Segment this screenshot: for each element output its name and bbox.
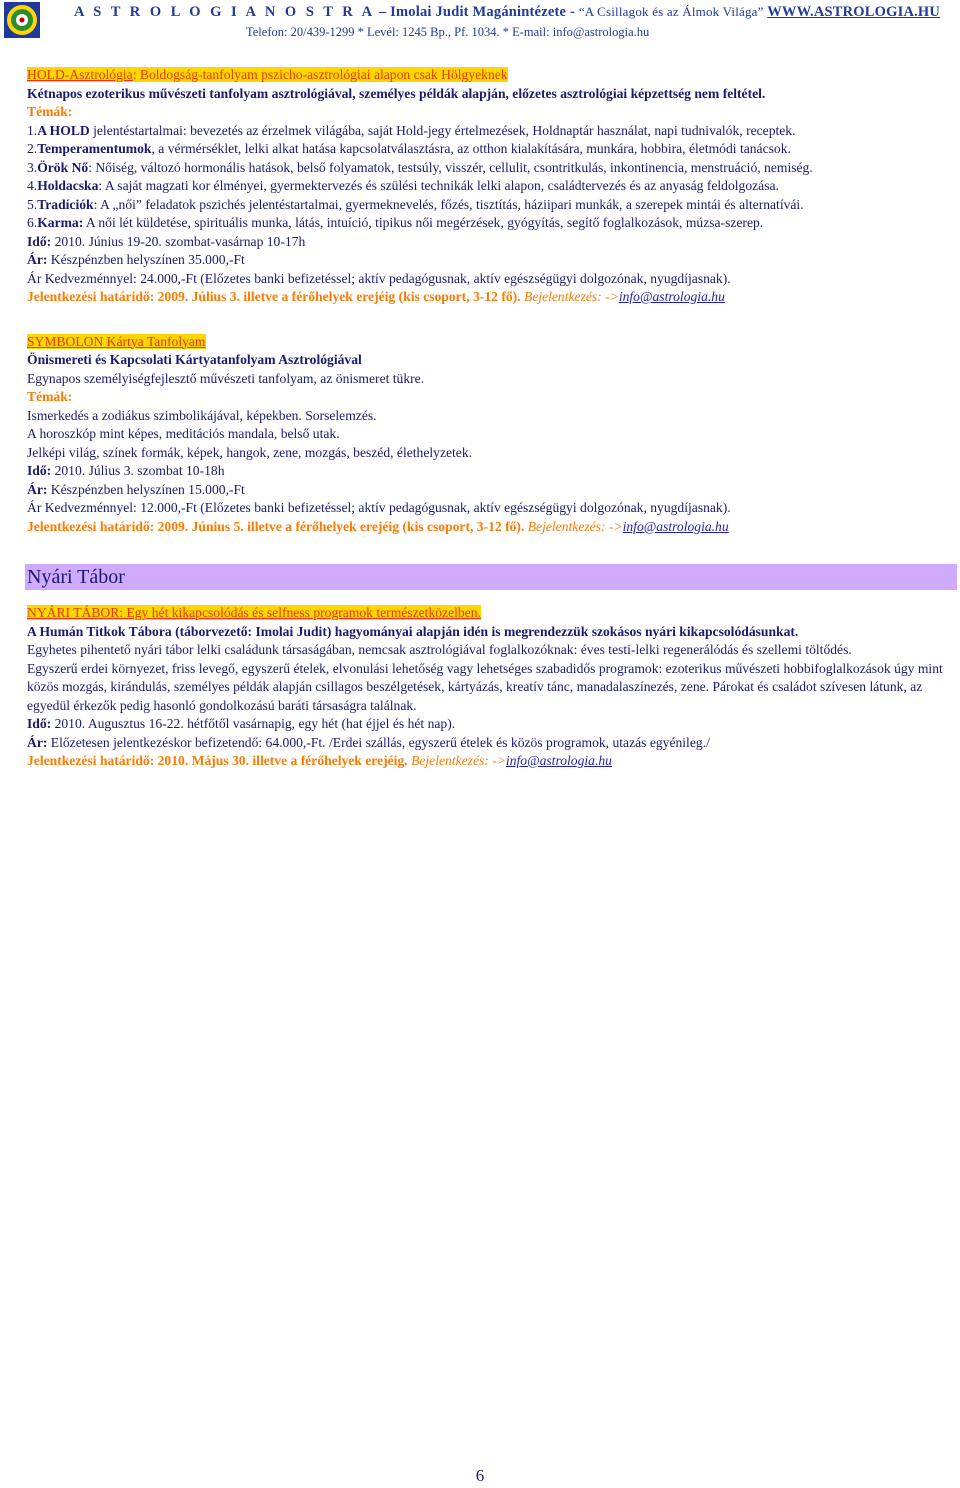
list-item: 2.Temperamentumok, a vérmérséklet, lelki alkat hatása kapcsolatválasztásra, az otthon kialakítására, munkára, hobbira, életmódi tanácsok. xyxy=(27,141,791,156)
hold-email-link[interactable]: info@astrologia.hu xyxy=(618,289,725,304)
list-item: Jelképi világ, színek formák, képek, hangok, zene, mozgás, beszéd, élethelyzetek. xyxy=(27,444,473,460)
hold-price: Ár: Készpénzben helyszínen 35.000,-Ft xyxy=(27,252,245,267)
owner-name: Imolai Judit Magánintézete - xyxy=(390,4,575,20)
list-item: Ismerkedés a zodiákus szimbolikájával, képekben. Sorselemzés. xyxy=(27,407,377,423)
page-number: 6 xyxy=(475,1466,485,1485)
page-header xyxy=(0,0,960,42)
hold-title: HOLD-Asztrológia: Boldogság-tanfolyam pszicho-asztrológiai alapon csak Hölgyeknek xyxy=(27,67,508,82)
hold-topics-label: Témák: xyxy=(27,104,73,119)
astrology-wheel-logo xyxy=(4,2,40,38)
list-item: 3.Örök Nő: Nőiség, változó hormonális hatások, belső folyamatok, testsúly, visszér, cellulit, csontritkulás, inkontinencia, menstruáció, nemiség. xyxy=(27,159,813,175)
symbolon-deadline: Jelentkezési határidő: 2009. Június 5. illetve a férőhelyek erejéig (kis csoport, 3-12 fő). xyxy=(27,518,525,534)
hold-topics-list xyxy=(27,122,952,233)
symbolon-topics-label: Témák: xyxy=(27,389,73,404)
symbolon-deadline-row: Jelentkezési határidő: 2009. Június 5. illetve a férőhelyek erejéig (kis csoport, 3-12 fő). Bejelentkezés: ->info@astrologia.hu xyxy=(27,518,729,534)
nyari-title: NYÁRI TÁBOR: Egy hét kikapcsolódás és selfness programok természetközelben. xyxy=(27,605,481,620)
hold-deadline-row: Jelentkezési határidő: 2009. Július 3. illetve a férőhelyek erejéig (kis csoport, 3-12 fő). Bejelentkezés: ->info@astrologia.hu xyxy=(27,289,725,304)
symbolon-desc: Egynapos személyiségfejlesztő művészeti tanfolyam, az önismeret tükre. xyxy=(27,370,425,386)
nyari-deadline-row: Jelentkezési határidő: 2010. Május 30. illetve a férőhelyek erejéig. Bejelentkezés: ->info@astrologia.hu xyxy=(27,753,612,768)
nyari-subtitle: A Humán Titkok Tábora (táborvezető: Imolai Judit) hagyományai alapján idén is megrendezzük szokásos nyári kikapcsolódásunkat. xyxy=(27,623,799,639)
list-item: 6.Karma: A női lét küldetése, spirituális munka, látás, intuíció, tipikus női megérzések, gyógyítás, segítő foglalkozások, múzsa-szerep. xyxy=(27,215,764,230)
nyari-email-link[interactable]: info@astrologia.hu xyxy=(505,753,612,768)
hold-discount: Ár Kedvezménnyel: 24.000,-Ft (Előzetes banki befizetéssel; aktív pedagógusnak, aktív egészségügyi dolgozónak, nyugdíjasnak). xyxy=(27,270,731,286)
nyari-para2: Egyszerű erdei környezet, friss levegő, egyszerű ételek, elvonulási lehetőség vagy lehetséges szabadidős programok: ezoterikus művészeti hobbifoglalkozások úgy mint közös mozgás, kirándulás, személyes példák alapján csillagos beszélgetések, kártyázás, kreatív tánc, manadalaszínezés, zene. Párokat és családot szívesen látunk, az egyedül érkezők pedig hasonló gondolkozású baráti társaságra találnak. xyxy=(27,660,943,713)
main-content xyxy=(27,66,952,771)
symbolon-time: Idő: 2010. Július 3. szombat 10-18h xyxy=(27,463,225,478)
section-heading-nyari-tabor: Nyári Tábor xyxy=(25,564,957,590)
hold-deadline: Jelentkezési határidő: 2009. Július 3. illetve a férőhelyek erejéig (kis csoport, 3-12 fő). xyxy=(27,289,521,304)
list-item: A horoszkóp mint képes, meditációs mandala, belső utak. xyxy=(27,426,340,441)
website-link[interactable]: WWW.ASTROLOGIA.HU xyxy=(767,4,941,20)
nyari-price: Ár: Előzetesen jelentkezéskor befizetendő: 64.000,-Ft. /Erdei szállás, egyszerű ételek és közös programok, utazás egyénileg./ xyxy=(27,734,710,750)
symbolon-title: SYMBOLON Kártya Tanfolyam xyxy=(27,333,206,349)
symbolon-price: Ár: Készpénzben helyszínen 15.000,-Ft xyxy=(27,481,245,497)
hold-time: Idő: 2010. Június 19-20. szombat-vasárnap 10-17h xyxy=(27,233,306,249)
brand-name: A S T R O L O G I A N O S T R A xyxy=(74,4,376,20)
list-item: 5.Tradíciók: A „női” feladatok pszichés jelentéstartalmai, gyermeknevelés, főzés, tisztítás, háziipari munkák, a szerepek mintái és alternatívái. xyxy=(27,196,804,212)
header-contact: Telefon: 20/439-1299 * Levél: 1245 Bp., Pf. 1034. * E-mail: info@astrologia.hu xyxy=(246,25,650,39)
nyari-time: Idő: 2010. Augusztus 16-22. hétfőtől vasárnapig, egy hét (hat éjjel és hét nap). xyxy=(27,716,456,731)
header-title: A S T R O L O G I A N O S T R A – Imolai Judit Magánintézete - “A Csillagok és az Álmok Világa” WWW.ASTROLOGIA.HU xyxy=(74,4,941,20)
list-item: 4.Holdacska: A saját magzati kor élményei, gyermektervezés és szülési technikák lelki alapon, családtervezés és az anyaság feldolgozása. xyxy=(27,178,779,193)
symbolon-discount: Ár Kedvezménnyel: 12.000,-Ft (Előzetes banki befizetéssel; aktív pedagógusnak, aktív egészségügyi dolgozónak, nyugdíjasnak). xyxy=(27,500,731,515)
symbolon-email-link[interactable]: info@astrologia.hu xyxy=(622,518,729,534)
symbolon-subtitle: Önismereti és Kapcsolati Kártyatanfolyam Asztrológiával xyxy=(27,352,362,367)
hold-subtitle: Kétnapos ezoterikus művészeti tanfolyam asztrológiával, személyes példák alapján, előzetes asztrológiai képzettség nem feltétel. xyxy=(27,85,766,101)
list-item: 1.A HOLD jelentéstartalmai: bevezetés az érzelmek világába, saját Hold-jegy értelmezések, Holdnaptár használat, napi tudnivalók, receptek. xyxy=(27,122,796,138)
nyari-para1: Egyhetes pihentető nyári tábor lelki családunk társaságában, nemcsak asztrológiával foglalkozóknak: éves testi-lelki regenerálódás és szellemi töltődés. xyxy=(27,642,852,657)
header-quote: “A Csillagok és az Álmok Világa” xyxy=(578,4,764,19)
nyari-deadline: Jelentkezési határidő: 2010. Május 30. illetve a férőhelyek erejéig. xyxy=(27,753,408,768)
